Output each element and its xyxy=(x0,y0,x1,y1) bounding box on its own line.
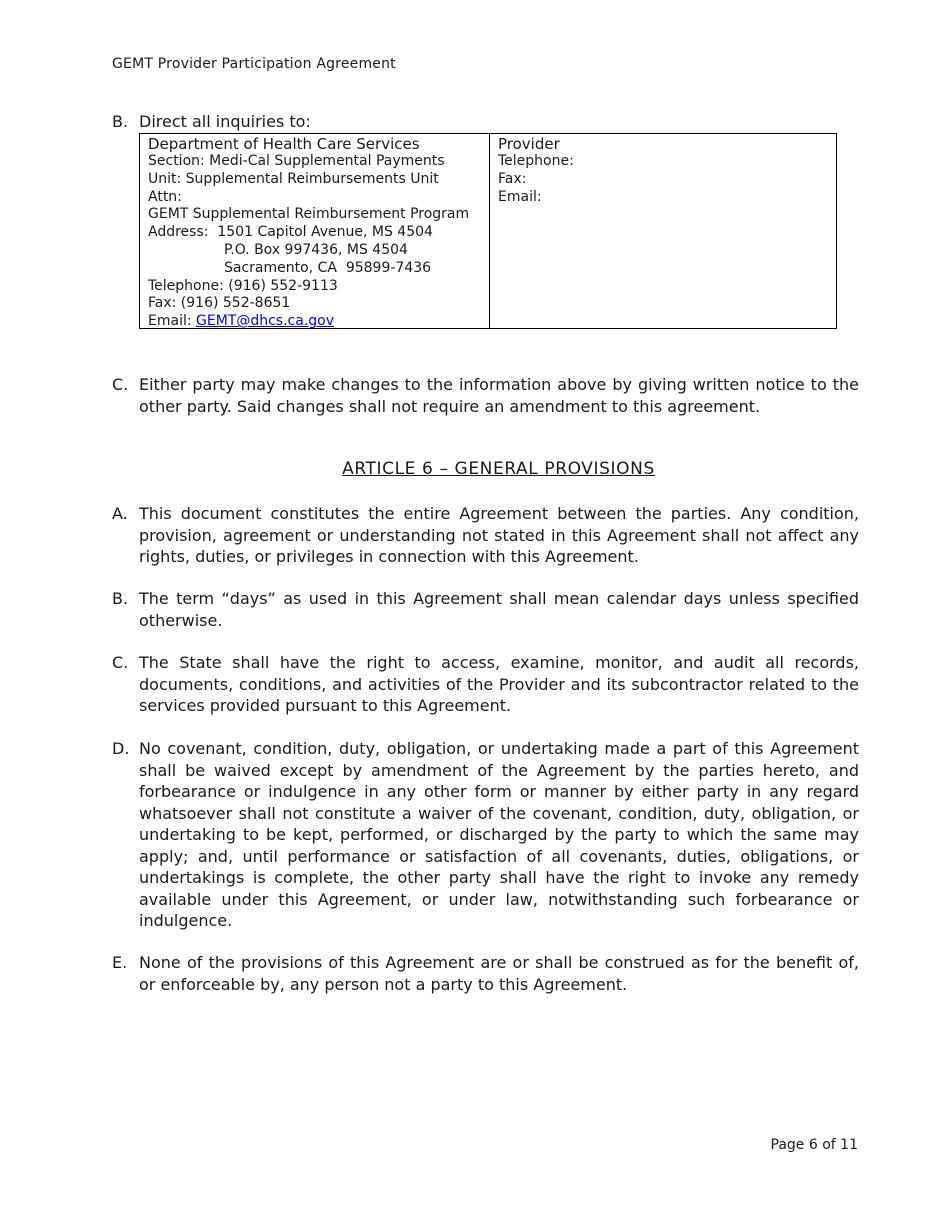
provision-c-text: The State shall have the right to access, examine, monitor, and audit all records, documents, conditions, and activities of the Provider and its subcontractor related to the services provided pursuant to this Agreement. xyxy=(139,653,859,715)
department-email-link[interactable]: GEMT@dhcs.ca.gov xyxy=(196,313,335,330)
department-address-line3: Sacramento, CA 95899-7436 xyxy=(224,259,432,276)
provision-d-text: No covenant, condition, duty, obligation, or undertaking made a part of this Agreement shall be waived except by amendment of the Agreement by the parties hereto, and forbearance or indulgence in any other form or manner by either party in any regard whatsoever shall not constitute a waiver of the covenant, condition, duty, obligation, or undertaking to be kept, performed, or discharged by the party to which the same may apply; and, until performance or satisfaction of all covenants, duties, obligations, or undertakings is complete, the other party shall have the right to invoke any remedy available under this Agreement, or under law, notwithstanding such forbearance or indulgence. xyxy=(139,739,859,930)
section-c-text: Either party may make changes to the information above by giving written notice to the other party. Said changes shall not require an amendment to this agreement. xyxy=(139,375,859,416)
page-number: Page 6 of 11 xyxy=(770,1137,858,1153)
department-attn: Attn: xyxy=(148,188,182,205)
provision-c xyxy=(112,652,859,717)
department-email xyxy=(148,313,481,331)
department-unit: Unit: Supplemental Reimbursements Unit xyxy=(148,170,439,187)
provider-contact-cell xyxy=(490,134,836,328)
department-telephone: Telephone: (916) 552-9113 xyxy=(148,277,338,294)
provision-b xyxy=(112,588,859,631)
provision-d-label: D. xyxy=(112,739,130,758)
provider-email: Email: xyxy=(498,188,542,205)
provision-e xyxy=(112,952,859,995)
provision-d xyxy=(112,738,859,932)
provider-telephone: Telephone: xyxy=(498,153,574,169)
department-contact-cell xyxy=(140,134,490,328)
department-fax: Fax: (916) 552-8651 xyxy=(148,295,291,312)
section-c xyxy=(112,374,859,417)
provision-e-label: E. xyxy=(112,953,128,972)
department-email-label: Email: xyxy=(148,313,197,330)
provision-e-text: None of the provisions of this Agreement are or shall be construed as for the benefit of, or enforceable by, any person not a party to this Agreement. xyxy=(139,953,859,994)
department-name: Department of Health Care Services xyxy=(148,135,420,153)
section-b-label: B. xyxy=(112,112,129,131)
provision-b-label: B. xyxy=(112,589,129,608)
article-title: ARTICLE 6 – GENERAL PROVISIONS xyxy=(342,459,655,479)
provision-a-label: A. xyxy=(112,504,128,523)
contact-table xyxy=(139,133,837,329)
provision-a-text: This document constitutes the entire Agreement between the parties. Any condition, provision, agreement or understanding not stated in this Agreement shall not affect any rights, duties, or privileges in connection with this Agreement. xyxy=(139,504,859,566)
provision-a xyxy=(112,503,859,568)
page-header: GEMT Provider Participation Agreement xyxy=(112,56,396,72)
department-program: GEMT Supplemental Reimbursement Program xyxy=(148,206,470,223)
section-b xyxy=(112,111,859,133)
provision-b-text: The term “days” as used in this Agreement shall mean calendar days unless specified otherwise. xyxy=(139,589,859,630)
section-b-text: Direct all inquiries to: xyxy=(139,112,311,131)
department-section: Section: Medi-Cal Supplemental Payments xyxy=(148,153,445,169)
provider-fax: Fax: xyxy=(498,170,527,187)
department-address-line1: Address: 1501 Capitol Avenue, MS 4504 xyxy=(148,224,433,241)
provision-c-label: C. xyxy=(112,653,129,672)
provider-name: Provider xyxy=(498,135,560,153)
department-address-line2: P.O. Box 997436, MS 4504 xyxy=(224,241,408,258)
section-c-label: C. xyxy=(112,375,129,394)
